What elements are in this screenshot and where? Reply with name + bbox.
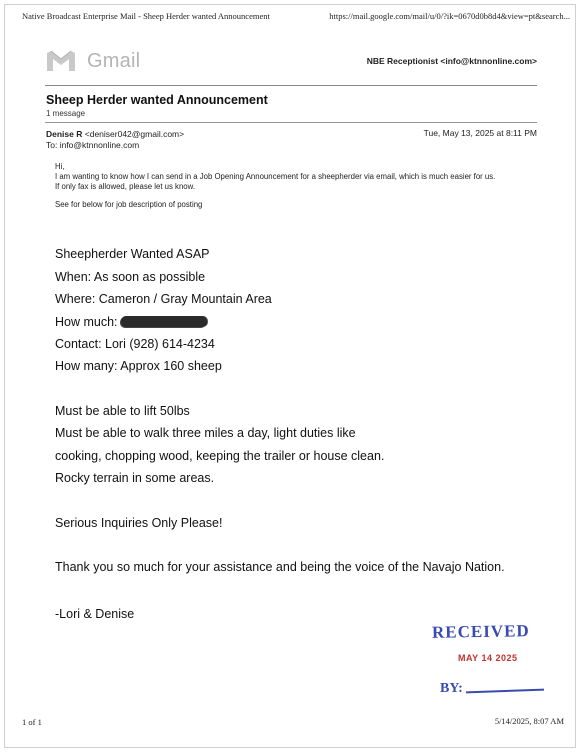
gmail-logo-icon <box>45 49 77 73</box>
body-line: How many: Approx 160 sheep <box>55 359 222 373</box>
redaction-mark <box>121 316 207 327</box>
message-intro <box>55 162 525 210</box>
received-stamp-date: MAY 14 2025 <box>458 653 518 663</box>
body-line: Rocky terrain in some areas. <box>55 471 215 485</box>
sender <box>46 129 184 139</box>
signature: -Lori & Denise <box>55 607 135 621</box>
message-date: Tue, May 13, 2025 at 8:11 PM <box>423 128 537 138</box>
body-line: Serious Inquiries Only Please! <box>55 516 223 530</box>
gmail-logo[interactable] <box>45 49 140 73</box>
print-header <box>22 11 570 21</box>
intro-line: If only fax is allowed, please let us know. <box>55 182 195 191</box>
account-label: NBE Receptionist <info@ktnnonline.com> <box>366 56 537 66</box>
received-stamp-by: BY: <box>440 681 463 696</box>
pay-label: How much: <box>55 315 118 329</box>
body-line: Must be able to walk three miles a day, light duties like <box>55 426 356 440</box>
intro-line: See for below for job description of posting <box>55 200 203 209</box>
body-line-pay <box>55 315 207 329</box>
intro-line: I am wanting to know how I can send in a Job Opening Announcement for a sheepherder via email, which is much easier for us. <box>55 172 496 181</box>
recipient: To: info@ktnnonline.com <box>46 140 140 150</box>
body-line: When: As soon as possible <box>55 270 206 284</box>
body-line: Sheepherder Wanted ASAP <box>55 247 210 261</box>
divider <box>45 122 537 123</box>
body-line: Must be able to lift 50lbs <box>55 404 190 418</box>
sender-email[interactable]: <deniser042@gmail.com> <box>84 129 185 139</box>
divider <box>45 85 537 86</box>
print-title: Native Broadcast Enterprise Mail - Sheep Herder wanted Announcement <box>22 11 270 21</box>
page-number: 1 of 1 <box>22 717 42 727</box>
body-line: Thank you so much for your assistance and being the voice of the Navajo Nation. <box>55 560 505 574</box>
gmail-wordmark: Gmail <box>87 49 141 72</box>
print-timestamp: 5/14/2025, 8:07 AM <box>494 716 564 726</box>
print-url[interactable]: https://mail.google.com/mail/u/0/?ik=0670d0b8d4&view=pt&search... <box>329 11 570 21</box>
intro-line: Hi, <box>55 162 65 171</box>
thread-subject: Sheep Herder wanted Announcement <box>46 93 268 107</box>
sender-name: Denise R <box>46 129 83 139</box>
body-line: cooking, chopping wood, keeping the trailer or house clean. <box>55 449 385 463</box>
body-line: Where: Cameron / Gray Mountain Area <box>55 292 272 306</box>
body-line: Contact: Lori (928) 614-4234 <box>55 337 215 351</box>
message-count: 1 message <box>46 109 86 118</box>
received-stamp: RECEIVED <box>431 621 530 642</box>
